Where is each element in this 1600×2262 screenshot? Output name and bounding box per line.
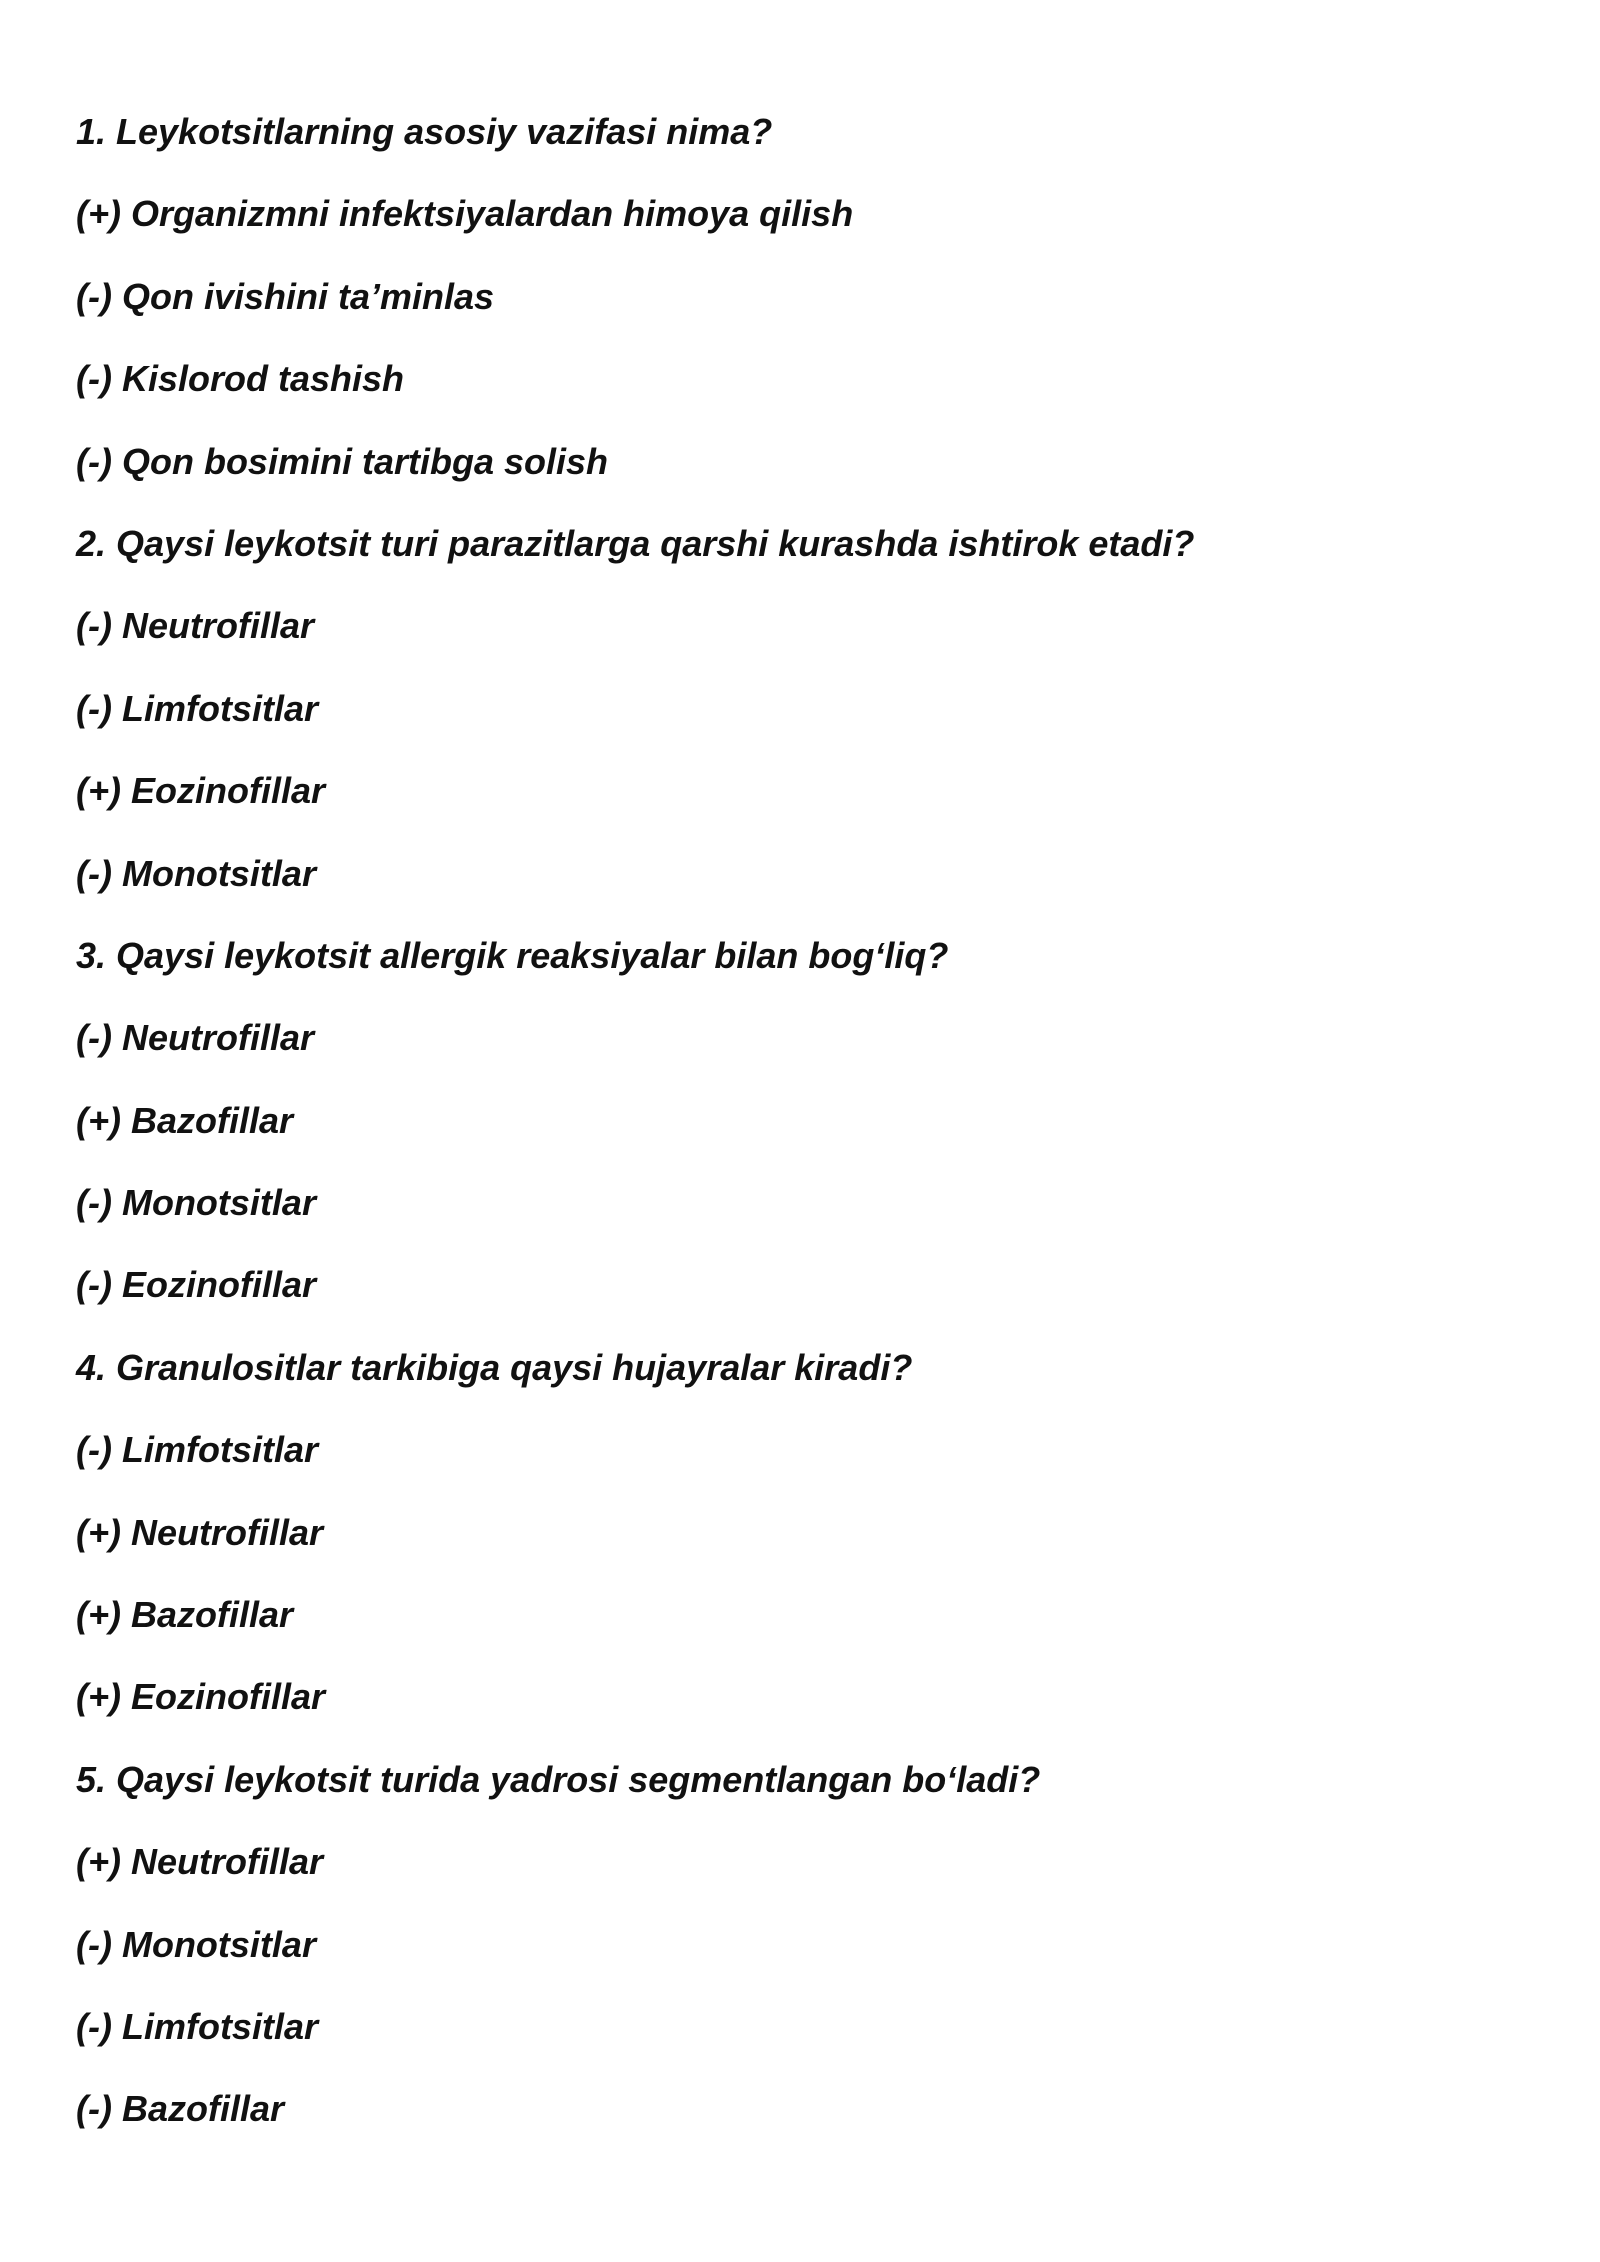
question-1-option-3: (-) Kislorod tashish bbox=[76, 358, 405, 400]
question-5-option-3: (-) Limfotsitlar bbox=[76, 2005, 318, 2047]
question-3-option-3: (-) Monotsitlar bbox=[76, 1182, 316, 1224]
quiz-content bbox=[76, 104, 1536, 2164]
question-5-option-1: (+) Neutrofillar bbox=[76, 1841, 324, 1883]
question-2-option-2: (-) Limfotsitlar bbox=[76, 687, 318, 729]
question-4: 4. Granulositlar tarkibiga qaysi hujayralar kiradi? bbox=[76, 1346, 913, 1388]
question-4-option-4: (+) Eozinofillar bbox=[76, 1676, 326, 1718]
question-1-option-4: (-) Qon bosimini tartibga solish bbox=[76, 440, 609, 482]
question-4-option-2: (+) Neutrofillar bbox=[76, 1511, 324, 1553]
question-2: 2. Qaysi leykotsit turi parazitlarga qarshi kurashda ishtirok etadi? bbox=[76, 522, 1195, 564]
question-3-option-1: (-) Neutrofillar bbox=[76, 1017, 314, 1059]
question-3-option-4: (-) Eozinofillar bbox=[76, 1264, 316, 1306]
question-5-option-4: (-) Bazofillar bbox=[76, 2088, 285, 2130]
question-5: 5. Qaysi leykotsit turida yadrosi segmentlangan bo‘ladi? bbox=[76, 1758, 1041, 1800]
question-3: 3. Qaysi leykotsit allergik reaksiyalar bilan bog‘liq? bbox=[76, 934, 949, 976]
question-3-option-2: (+) Bazofillar bbox=[76, 1099, 294, 1141]
question-4-option-1: (-) Limfotsitlar bbox=[76, 1429, 318, 1471]
question-1-option-1: (+) Organizmni infektsiyalardan himoya qilish bbox=[76, 193, 854, 235]
question-2-option-3: (+) Eozinofillar bbox=[76, 770, 326, 812]
question-2-option-1: (-) Neutrofillar bbox=[76, 605, 314, 647]
question-2-option-4: (-) Monotsitlar bbox=[76, 852, 316, 894]
question-1: 1. Leykotsitlarning asosiy vazifasi nima? bbox=[76, 111, 773, 152]
question-5-option-2: (-) Monotsitlar bbox=[76, 1923, 316, 1965]
question-4-option-3: (+) Bazofillar bbox=[76, 1594, 294, 1636]
question-1-option-2: (-) Qon ivishini ta’minlas bbox=[76, 275, 495, 317]
